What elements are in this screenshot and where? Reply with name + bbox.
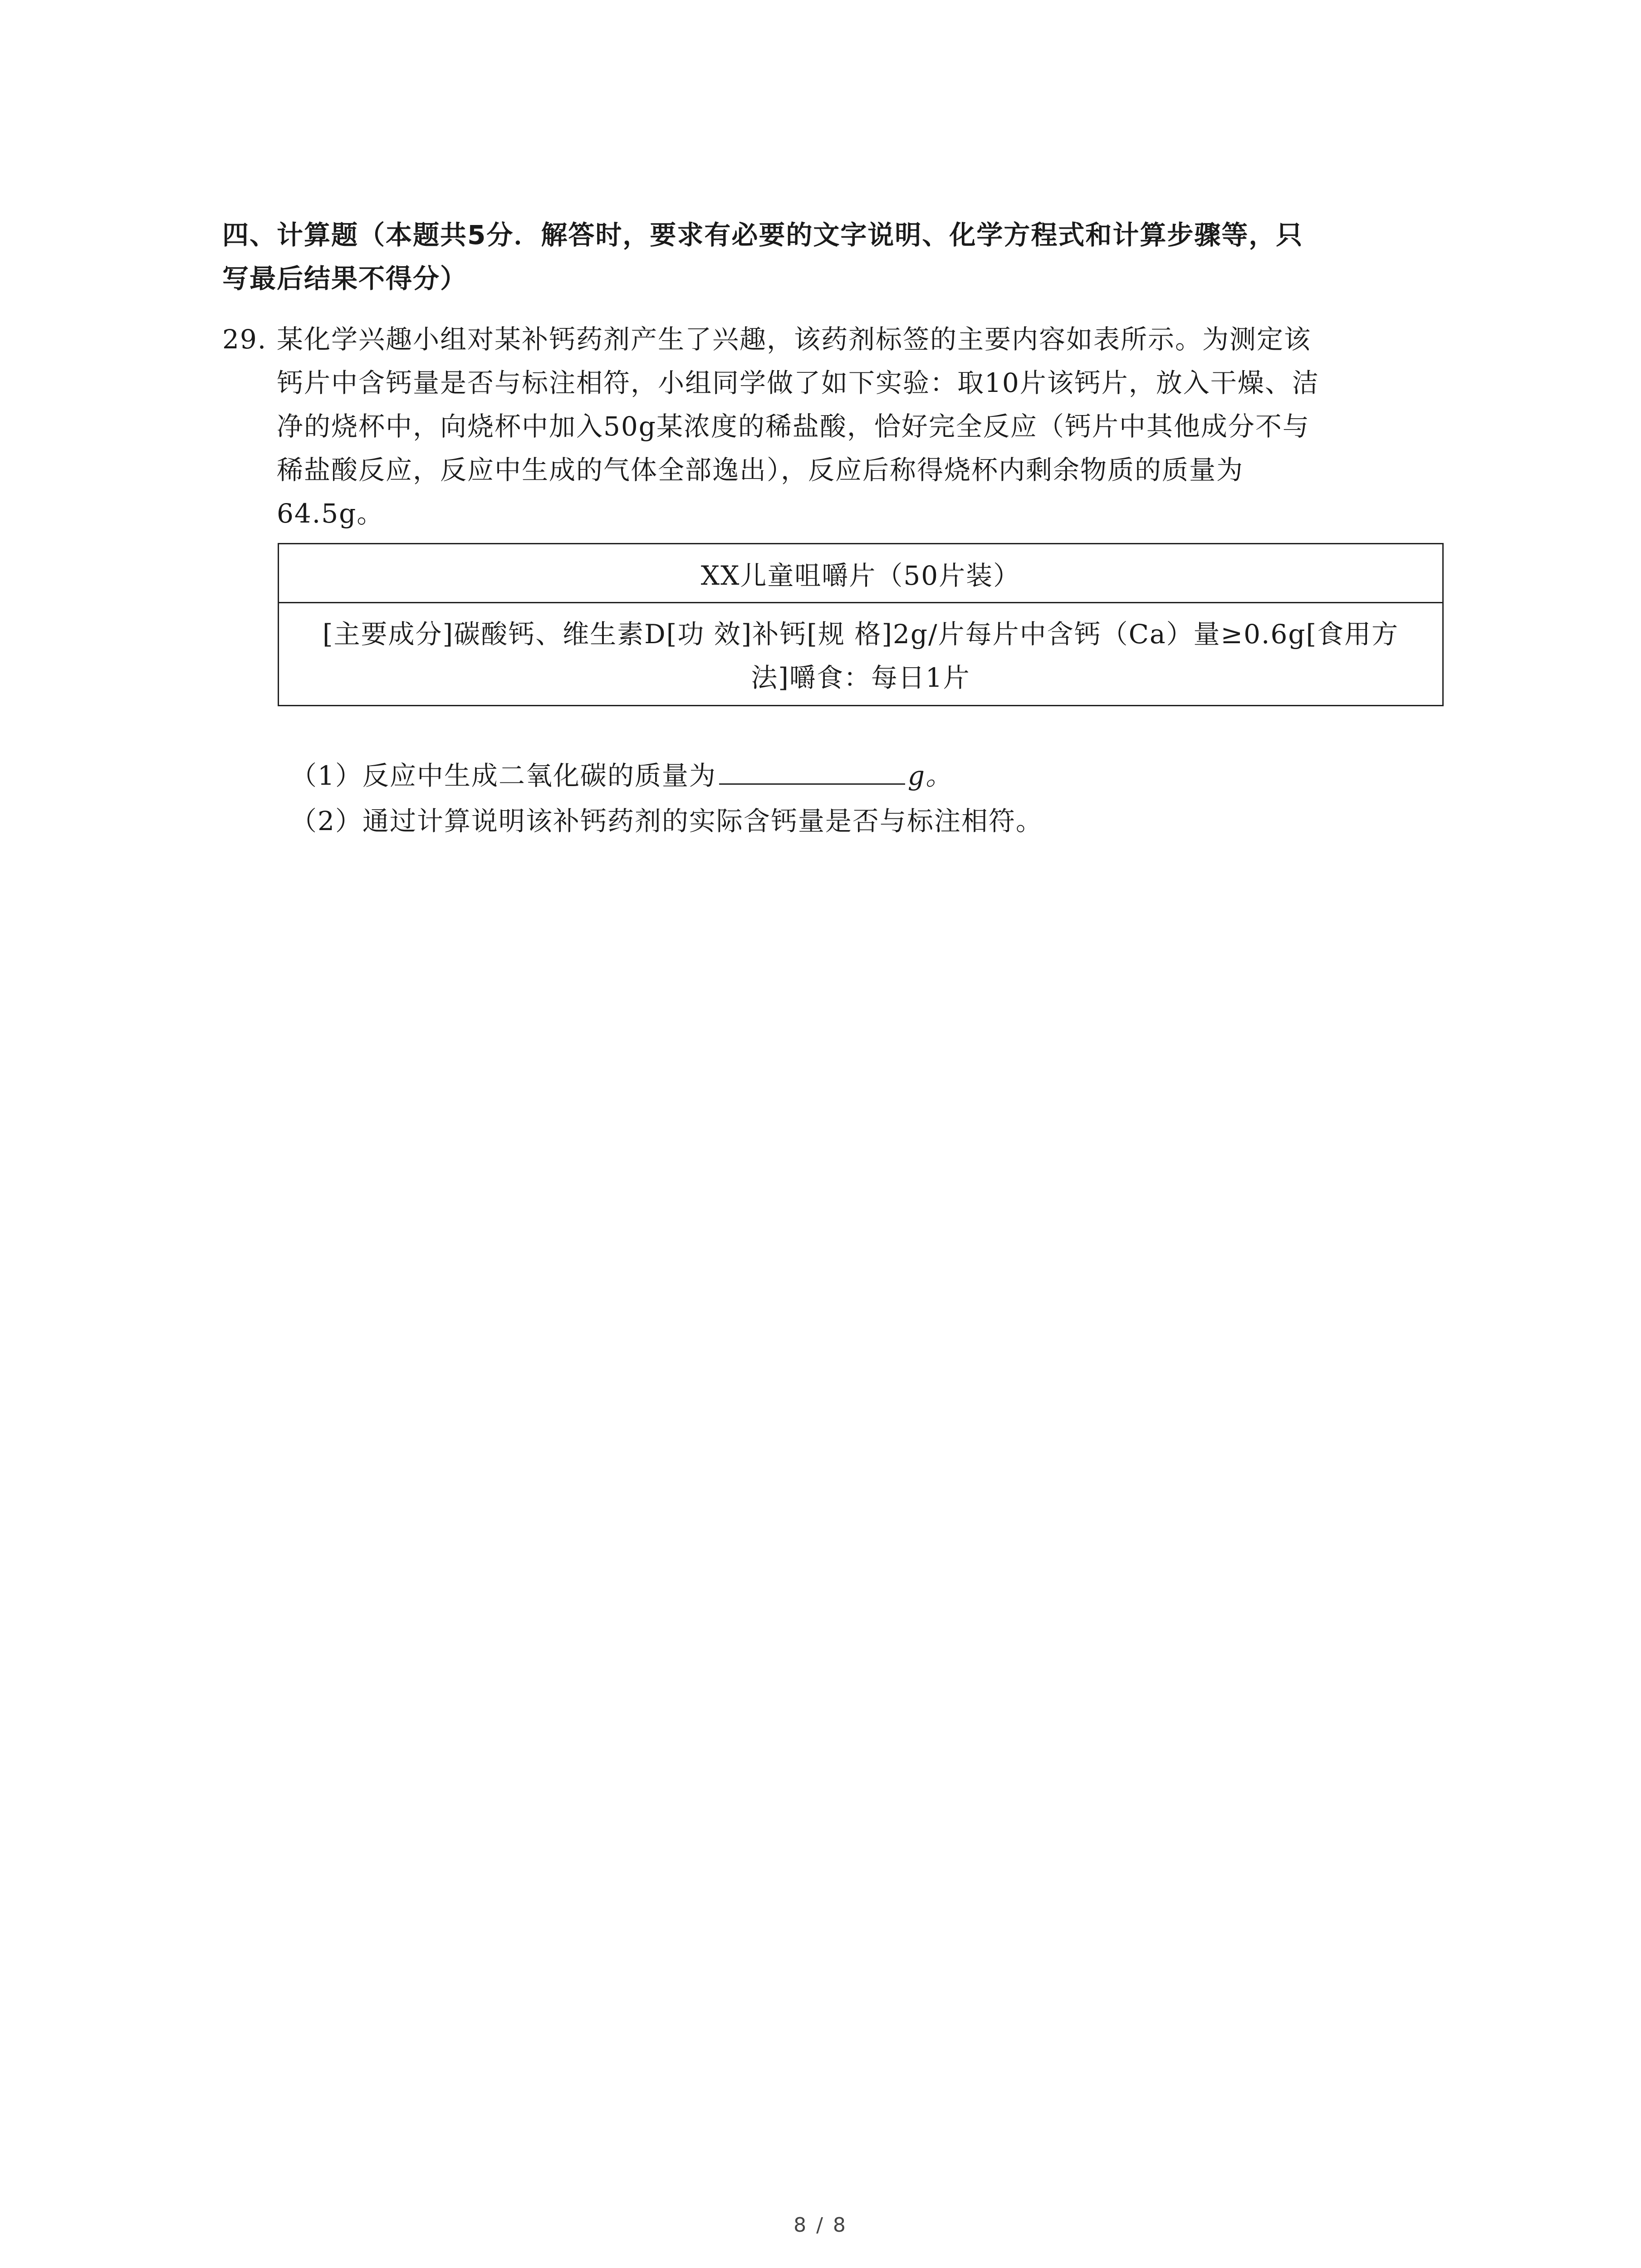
question-number: 29. [222,324,267,355]
label-table-title: XX儿童咀嚼片（50片装） [279,544,1442,603]
label-table-content-line-1: [主要成分]碳酸钙、维生素D[功 效]补钙[规 格]2g/片每片中含钙（Ca）量≥0.6g[食用方 [322,619,1399,650]
question-29 [222,318,1447,535]
question-line-4: 稀盐酸反应，反应中生成的气体全部逸出），反应后称得烧杯内剩余物质的质量为 [277,455,1244,485]
section-heading-line-2: 写最后结果不得分） [222,263,468,294]
sub-question-1-unit: g。 [907,760,953,791]
section-heading-line-1: 四、计算题（本题共5分．解答时，要求有必要的文字说明、化学方程式和计算步骤等，只 [222,220,1303,250]
section-heading [222,213,1438,300]
question-line-1: 某化学兴趣小组对某补钙药剂产生了兴趣，该药剂标签的主要内容如表所示。为测定该 [277,324,1312,355]
label-table-content-line-2: 法]嚼食：每日1片 [751,662,970,693]
medicine-label-table [278,543,1444,706]
answer-blank[interactable] [719,756,905,785]
sub-question-1 [290,754,953,797]
question-line-3: 净的烧杯中，向烧杯中加入50g某浓度的稀盐酸，恰好完全反应（钙片中其他成分不与 [277,411,1310,442]
question-text [277,318,1447,535]
sub-question-1-text: （1）反应中生成二氧化碳的质量为 [290,760,716,791]
label-table-content [279,603,1442,699]
sub-question-2: （2）通过计算说明该补钙药剂的实际含钙量是否与标注相符。 [290,806,1043,836]
question-line-2: 钙片中含钙量是否与标注相符，小组同学做了如下实验：取10片该钙片，放入干燥、洁 [277,367,1319,398]
page-number: 8 / 8 [794,2214,847,2237]
question-line-5: 64.5g。 [277,498,384,529]
